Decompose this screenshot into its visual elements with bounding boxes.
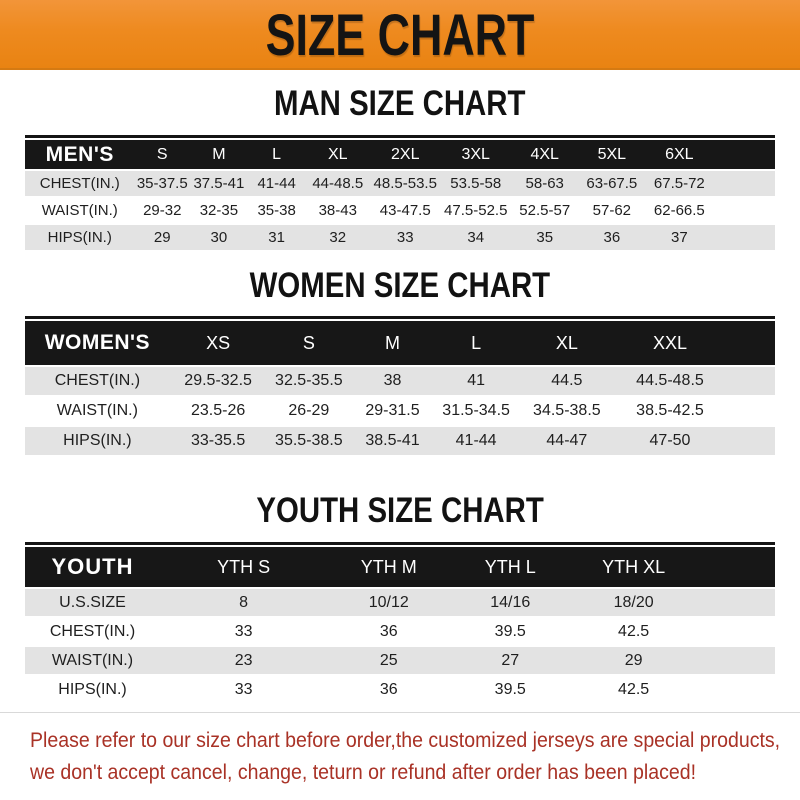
row-label: HIPS(IN.) xyxy=(25,225,135,250)
size-value: 41 xyxy=(434,367,519,395)
size-value: 29 xyxy=(135,225,191,250)
size-value: 38.5-42.5 xyxy=(615,397,725,425)
row-label: CHEST(IN.) xyxy=(25,171,135,196)
size-value: 10/12 xyxy=(327,589,450,616)
size-value: 47.5-52.5 xyxy=(440,198,510,223)
size-column-header: XXL xyxy=(615,321,725,365)
youth-section xyxy=(0,493,800,705)
table-corner-label: YOUTH xyxy=(25,547,160,587)
size-value: 29-32 xyxy=(135,198,191,223)
spacer-cell xyxy=(697,676,775,703)
size-column-header: L xyxy=(248,140,306,169)
size-value: 44-48.5 xyxy=(306,171,371,196)
size-value: 37 xyxy=(645,225,713,250)
men-section-heading-text: MAN SIZE CHART xyxy=(274,84,526,123)
notice-line-1: Please refer to our size chart before order,the customized jerseys are special products, xyxy=(30,729,781,752)
row-label: WAIST(IN.) xyxy=(25,397,170,425)
table-row xyxy=(25,171,775,196)
size-value: 33 xyxy=(370,225,440,250)
size-value: 35-38 xyxy=(248,198,306,223)
size-value: 36 xyxy=(327,618,450,645)
size-column-header: 4XL xyxy=(511,140,579,169)
youth-section-heading-text: YOUTH SIZE CHART xyxy=(256,491,544,530)
spacer-cell xyxy=(713,225,775,250)
size-column-header: XS xyxy=(170,321,267,365)
size-column-header: 3XL xyxy=(440,140,510,169)
size-value: 18/20 xyxy=(570,589,697,616)
banner-title: SIZE CHART xyxy=(265,1,535,67)
spacer-cell xyxy=(697,618,775,645)
size-value: 32.5-35.5 xyxy=(266,367,351,395)
spacer-cell xyxy=(725,367,775,395)
size-value: 36 xyxy=(578,225,645,250)
size-value: 36 xyxy=(327,676,450,703)
size-value: 39.5 xyxy=(450,676,570,703)
size-value: 32 xyxy=(306,225,371,250)
notice-line-2: we don't accept cancel, change, teturn or refund after order has been placed! xyxy=(30,761,697,784)
size-value: 41-44 xyxy=(434,427,519,455)
row-label: WAIST(IN.) xyxy=(25,198,135,223)
size-value: 38-43 xyxy=(306,198,371,223)
size-value: 57-62 xyxy=(578,198,645,223)
size-value: 63-67.5 xyxy=(578,171,645,196)
size-value: 58-63 xyxy=(511,171,579,196)
women-section xyxy=(0,268,800,457)
size-value: 37.5-41 xyxy=(190,171,248,196)
size-value: 27 xyxy=(450,647,570,674)
size-value: 62-66.5 xyxy=(645,198,713,223)
size-value: 67.5-72 xyxy=(645,171,713,196)
size-value: 23 xyxy=(160,647,327,674)
size-column-header: 5XL xyxy=(578,140,645,169)
table-header-row xyxy=(25,321,775,365)
size-value: 33-35.5 xyxy=(170,427,267,455)
size-column-header: YTH XL xyxy=(570,547,697,587)
size-value: 43-47.5 xyxy=(370,198,440,223)
footer-divider xyxy=(0,712,800,713)
table-row xyxy=(25,225,775,250)
women-size-table xyxy=(25,316,775,457)
size-value: 38.5-41 xyxy=(351,427,434,455)
spacer-cell xyxy=(713,171,775,196)
youth-section-heading xyxy=(0,493,800,529)
size-column-header: YTH M xyxy=(327,547,450,587)
row-label: U.S.SIZE xyxy=(25,589,160,616)
size-value: 34 xyxy=(440,225,510,250)
youth-size-table xyxy=(25,542,775,705)
size-value: 35.5-38.5 xyxy=(266,427,351,455)
size-value: 35 xyxy=(511,225,579,250)
size-value: 33 xyxy=(160,676,327,703)
size-value: 35-37.5 xyxy=(135,171,191,196)
size-value: 29-31.5 xyxy=(351,397,434,425)
size-column-header: L xyxy=(434,321,519,365)
size-value: 44-47 xyxy=(518,427,615,455)
size-column-header: XL xyxy=(306,140,371,169)
size-value: 42.5 xyxy=(570,676,697,703)
size-column-header: 2XL xyxy=(370,140,440,169)
size-value: 31.5-34.5 xyxy=(434,397,519,425)
size-value: 39.5 xyxy=(450,618,570,645)
table-header-row xyxy=(25,547,775,587)
size-value: 48.5-53.5 xyxy=(370,171,440,196)
size-value: 31 xyxy=(248,225,306,250)
size-value: 42.5 xyxy=(570,618,697,645)
spacer-cell xyxy=(725,321,775,365)
size-value: 29.5-32.5 xyxy=(170,367,267,395)
size-value: 8 xyxy=(160,589,327,616)
size-value: 29 xyxy=(570,647,697,674)
spacer-cell xyxy=(725,397,775,425)
table-row xyxy=(25,367,775,395)
table-row xyxy=(25,589,775,616)
table-corner-label: WOMEN'S xyxy=(25,321,170,365)
banner xyxy=(0,0,800,70)
table-corner-label: MEN'S xyxy=(25,140,135,169)
size-value: 23.5-26 xyxy=(170,397,267,425)
size-column-header: M xyxy=(190,140,248,169)
size-value: 14/16 xyxy=(450,589,570,616)
table-row xyxy=(25,198,775,223)
table-row xyxy=(25,676,775,703)
row-label: CHEST(IN.) xyxy=(25,367,170,395)
size-value: 41-44 xyxy=(248,171,306,196)
women-section-heading xyxy=(0,268,800,304)
size-value: 33 xyxy=(160,618,327,645)
size-column-header: XL xyxy=(518,321,615,365)
size-column-header: YTH S xyxy=(160,547,327,587)
footer-notice xyxy=(30,725,800,789)
size-value: 30 xyxy=(190,225,248,250)
size-column-header: S xyxy=(266,321,351,365)
table-row xyxy=(25,618,775,645)
men-size-table xyxy=(25,135,775,252)
size-value: 47-50 xyxy=(615,427,725,455)
size-value: 25 xyxy=(327,647,450,674)
row-label: HIPS(IN.) xyxy=(25,427,170,455)
women-section-heading-text: WOMEN SIZE CHART xyxy=(249,266,551,305)
men-section-heading xyxy=(0,86,800,122)
row-label: WAIST(IN.) xyxy=(25,647,160,674)
table-row xyxy=(25,427,775,455)
size-column-header: S xyxy=(135,140,191,169)
row-label: HIPS(IN.) xyxy=(25,676,160,703)
size-value: 44.5-48.5 xyxy=(615,367,725,395)
table-header-row xyxy=(25,140,775,169)
size-column-header: YTH L xyxy=(450,547,570,587)
size-value: 52.5-57 xyxy=(511,198,579,223)
size-value: 53.5-58 xyxy=(440,171,510,196)
men-section xyxy=(0,86,800,252)
row-label: CHEST(IN.) xyxy=(25,618,160,645)
spacer-cell xyxy=(713,140,775,169)
size-value: 38 xyxy=(351,367,434,395)
spacer-cell xyxy=(725,427,775,455)
size-value: 44.5 xyxy=(518,367,615,395)
size-value: 26-29 xyxy=(266,397,351,425)
size-column-header: M xyxy=(351,321,434,365)
size-column-header: 6XL xyxy=(645,140,713,169)
spacer-cell xyxy=(697,547,775,587)
table-row xyxy=(25,397,775,425)
spacer-cell xyxy=(697,589,775,616)
size-value: 34.5-38.5 xyxy=(518,397,615,425)
size-value: 32-35 xyxy=(190,198,248,223)
spacer-cell xyxy=(713,198,775,223)
spacer-cell xyxy=(697,647,775,674)
table-row xyxy=(25,647,775,674)
